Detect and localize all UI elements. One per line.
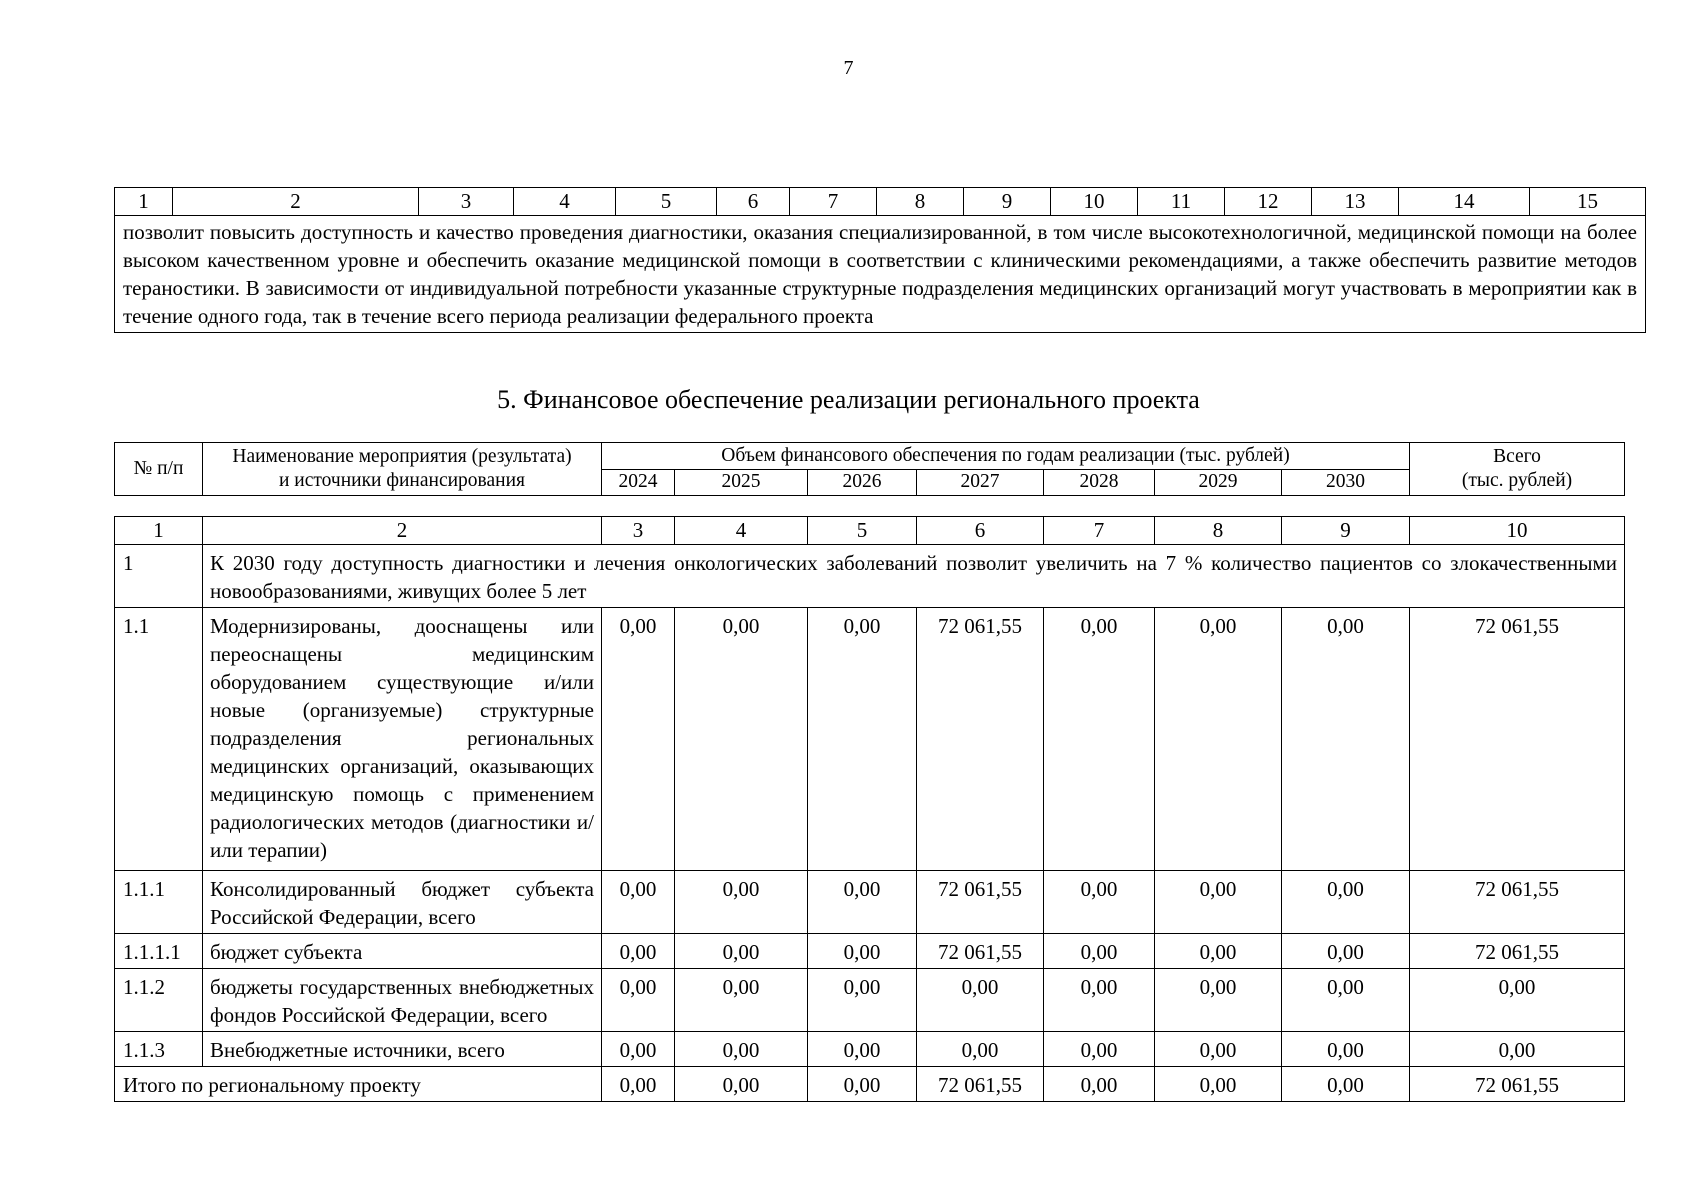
header-name-line2: и источники финансирования: [278, 470, 525, 491]
row-total: 0,00: [1410, 1032, 1625, 1067]
column-number: 2: [173, 188, 419, 216]
row-value: 0,00: [808, 608, 917, 871]
header-total-line2: (тыс. рублей): [1461, 470, 1573, 491]
row-value: 0,00: [1155, 871, 1282, 934]
row-value: 0,00: [1044, 934, 1155, 969]
table-row: [115, 608, 1625, 871]
header-volume: Объем финансового обеспечения по годам реализации (тыс. рублей): [602, 443, 1410, 470]
row-value: 72 061,55: [917, 871, 1044, 934]
row-value: 0,00: [1282, 969, 1410, 1032]
row-value: 72 061,55: [917, 934, 1044, 969]
column-number: 6: [717, 188, 790, 216]
total-row: [115, 1067, 1625, 1102]
table-row: [115, 871, 1625, 934]
column-number: 12: [1225, 188, 1312, 216]
header-num: № п/п: [115, 443, 203, 496]
row-value: 0,00: [675, 1032, 808, 1067]
row-name: Внебюджетные источники, всего: [203, 1032, 602, 1067]
goal-text: К 2030 году доступность диагностики и лечения онкологических заболеваний позволит увеличить на 7 % количество пациентов со злокачественными новообразованиями, живущих более 5 лет: [203, 545, 1625, 608]
row-value: 0,00: [675, 608, 808, 871]
row-value: 0,00: [808, 969, 917, 1032]
row-name: Модернизированы, дооснащены или переоснащены медицинским оборудованием существующие и/или новые (организуемые) структурные подразделения региональных медицинских организаций, оказывающих медицинскую помощь с применением радиологических методов (диагностики и/или терапии): [203, 608, 602, 871]
grand-total: 72 061,55: [1410, 1067, 1625, 1102]
section-title: 5. Финансовое обеспечение реализации регионального проекта: [497, 385, 1200, 414]
row-code: 1.1.2: [115, 969, 203, 1032]
total-value: 0,00: [1282, 1067, 1410, 1102]
goal-code: 1: [115, 545, 203, 608]
row-total: 72 061,55: [1410, 608, 1625, 871]
row-value: 0,00: [602, 969, 675, 1032]
header-name: [203, 443, 602, 496]
column-number: 14: [1399, 188, 1530, 216]
column-number: 6: [917, 517, 1044, 545]
row-value: 0,00: [675, 871, 808, 934]
total-value: 0,00: [1044, 1067, 1155, 1102]
row-name: бюджеты государственных внебюджетных фондов Российской Федерации, всего: [203, 969, 602, 1032]
row-code: 1.1.1.1: [115, 934, 203, 969]
row-value: 0,00: [808, 1032, 917, 1067]
finance-table: [114, 516, 1625, 1102]
header-year: 2030: [1282, 469, 1410, 496]
column-number: 5: [616, 188, 717, 216]
total-value: 0,00: [602, 1067, 675, 1102]
row-value: 0,00: [1155, 934, 1282, 969]
table-row: [115, 969, 1625, 1032]
column-number: 8: [1155, 517, 1282, 545]
header-year: 2025: [675, 469, 808, 496]
column-number-row: [115, 517, 1625, 545]
column-number: 7: [1044, 517, 1155, 545]
column-number: 3: [602, 517, 675, 545]
total-value: 0,00: [808, 1067, 917, 1102]
column-number: 9: [1282, 517, 1410, 545]
row-value: 0,00: [675, 934, 808, 969]
column-number: 11: [1138, 188, 1225, 216]
header-year: 2026: [808, 469, 917, 496]
total-value: 0,00: [675, 1067, 808, 1102]
row-code: 1.1.3: [115, 1032, 203, 1067]
row-total: 72 061,55: [1410, 934, 1625, 969]
continuation-row: [115, 216, 1646, 333]
header-row-1: [115, 443, 1625, 470]
row-value: 0,00: [1155, 969, 1282, 1032]
column-number: 8: [877, 188, 964, 216]
column-number: 15: [1530, 188, 1646, 216]
header-year: 2024: [602, 469, 675, 496]
row-value: 0,00: [1282, 608, 1410, 871]
row-value: 0,00: [602, 871, 675, 934]
column-number: 4: [514, 188, 616, 216]
header-year: 2028: [1044, 469, 1155, 496]
continuation-text: позволит повысить доступность и качество проведения диагностики, оказания специализированной, в том числе высокотехнологичной, медицинской помощи на более высоком качественном уровне и обеспечить оказание медицинской помощи в соответствии с клиническими рекомендациями, а также обеспечить развитие методов тераностики. В зависимости от индивидуальной потребности указанные структурные подразделения медицинских организаций могут участвовать в мероприятии как в течение одного года, так в течение всего периода реализации федерального проекта: [115, 216, 1646, 333]
row-value: 0,00: [1044, 1032, 1155, 1067]
header-year: 2029: [1155, 469, 1282, 496]
row-code: 1.1.1: [115, 871, 203, 934]
row-value: 0,00: [1044, 608, 1155, 871]
row-value: 0,00: [675, 969, 808, 1032]
row-value: 0,00: [1155, 608, 1282, 871]
continuation-table: [114, 187, 1646, 333]
header-name-line1: Наименование мероприятия (результата): [232, 446, 572, 467]
row-name: Консолидированный бюджет субъекта Российской Федерации, всего: [203, 871, 602, 934]
column-number: 10: [1410, 517, 1625, 545]
row-value: 0,00: [917, 969, 1044, 1032]
row-value: 0,00: [1044, 969, 1155, 1032]
header-total-line1: Всего: [1493, 446, 1541, 467]
column-number: 10: [1051, 188, 1138, 216]
row-value: 0,00: [808, 871, 917, 934]
page-number: 7: [843, 57, 854, 79]
row-total: 0,00: [1410, 969, 1625, 1032]
column-number: 7: [790, 188, 877, 216]
column-number: 1: [115, 188, 173, 216]
column-number: 4: [675, 517, 808, 545]
table-row: [115, 1032, 1625, 1067]
table-row: [115, 934, 1625, 969]
column-number: 5: [808, 517, 917, 545]
goal-row: [115, 545, 1625, 608]
row-value: 0,00: [602, 608, 675, 871]
row-value: 0,00: [917, 1032, 1044, 1067]
column-number-row: [115, 188, 1646, 216]
header-year: 2027: [917, 469, 1044, 496]
total-value: 72 061,55: [917, 1067, 1044, 1102]
row-value: 0,00: [602, 934, 675, 969]
row-value: 72 061,55: [917, 608, 1044, 871]
row-total: 72 061,55: [1410, 871, 1625, 934]
total-value: 0,00: [1155, 1067, 1282, 1102]
row-value: 0,00: [808, 934, 917, 969]
header-total: [1410, 443, 1625, 496]
row-value: 0,00: [1155, 1032, 1282, 1067]
row-value: 0,00: [1282, 1032, 1410, 1067]
finance-header-table: [114, 442, 1625, 496]
column-number: 2: [203, 517, 602, 545]
column-number: 9: [964, 188, 1051, 216]
row-value: 0,00: [602, 1032, 675, 1067]
row-value: 0,00: [1282, 934, 1410, 969]
row-value: 0,00: [1282, 871, 1410, 934]
row-name: бюджет субъекта: [203, 934, 602, 969]
total-label: Итого по региональному проекту: [115, 1067, 602, 1102]
row-value: 0,00: [1044, 871, 1155, 934]
column-number: 1: [115, 517, 203, 545]
column-number: 13: [1312, 188, 1399, 216]
column-number: 3: [419, 188, 514, 216]
row-code: 1.1: [115, 608, 203, 871]
